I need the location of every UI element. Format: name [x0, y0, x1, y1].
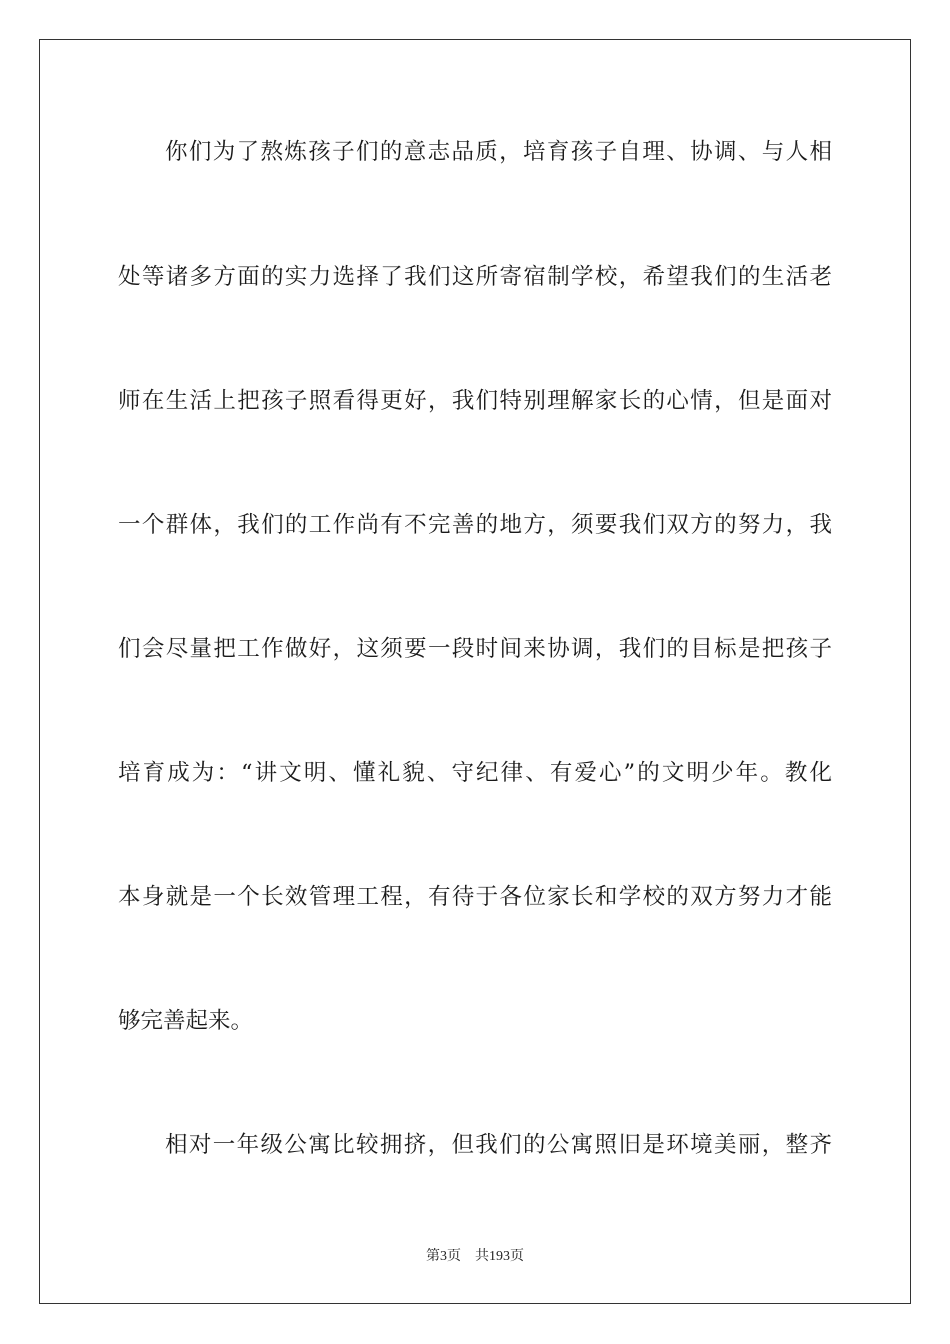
paragraph-1-line-2: 处等诸多方面的实力选择了我们这所寄宿制学校，希望我们的生活老 [118, 264, 832, 290]
paragraph-1-line-5: 们会尽量把工作做好，这须要一段时间来协调，我们的目标是把孩子 [118, 636, 832, 662]
paragraph-2-line-1: 相对一年级公寓比较拥挤，但我们的公寓照旧是环境美丽，整齐 [165, 1132, 832, 1158]
page-footer [0, 1248, 950, 1266]
paragraph-1-line-3: 师在生活上把孩子照看得更好，我们特别理解家长的心情，但是面对 [118, 388, 832, 414]
paragraph-1-line-6: 培育成为：“讲文明、懂礼貌、守纪律、有爱心”的文明少年。教化 [118, 760, 832, 786]
paragraph-1-line-1: 你们为了熬炼孩子们的意志品质，培育孩子自理、协调、与人相 [165, 139, 832, 165]
page-number: 第3页 [426, 1249, 461, 1264]
paragraph-1-line-7: 本身就是一个长效管理工程，有待于各位家长和学校的双方努力才能 [118, 884, 832, 910]
page-border [39, 39, 911, 1304]
paragraph-1-line-4: 一个群体，我们的工作尚有不完善的地方，须要我们双方的努力，我 [118, 512, 832, 538]
total-pages: 共193页 [475, 1249, 524, 1264]
paragraph-1-line-8: 够完善起来。 [118, 1008, 254, 1034]
